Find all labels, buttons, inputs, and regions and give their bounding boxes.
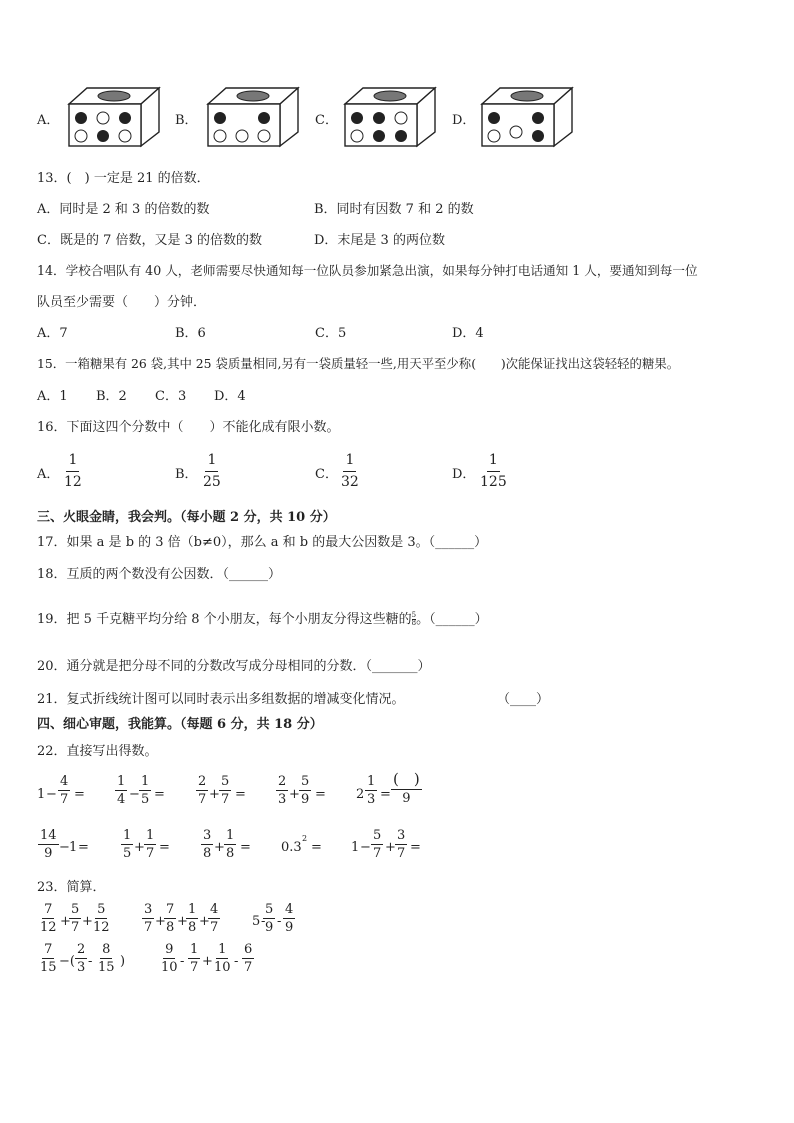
operator: - — [234, 954, 239, 969]
numerator: 4 — [210, 902, 219, 917]
q13-option-a: A．同时是 2 和 3 的倍数的数 — [37, 202, 210, 217]
equals: = — [380, 787, 391, 802]
q15-option-b: B．2 — [96, 389, 127, 404]
q21-text: 21．复式折线统计图可以同时表示出多组数据的增减变化情况。 — [37, 692, 405, 707]
numerator: 4 — [285, 902, 294, 917]
denominator: 7 — [397, 846, 406, 861]
denominator: 7 — [373, 846, 382, 861]
operator: + — [60, 914, 71, 929]
numerator: 2 — [77, 942, 86, 957]
denominator: 7 — [60, 792, 69, 807]
denominator: 15 — [98, 960, 115, 975]
denominator: 7 — [144, 920, 153, 935]
operator: + — [202, 954, 213, 969]
operator: − — [129, 787, 140, 802]
whole-number: 2 — [356, 787, 365, 802]
numerator: 5 — [265, 902, 274, 917]
operator: + — [134, 840, 145, 855]
numerator: 6 — [244, 942, 253, 957]
q16-fraction-c — [339, 453, 361, 489]
numerator: 3 — [144, 902, 153, 917]
fraction — [283, 903, 295, 934]
denominator: 12 — [93, 920, 110, 935]
section-3-heading: 三、火眼金睛，我会判。（每小题 2 分，共 10 分） — [37, 510, 336, 525]
equals: = — [235, 787, 246, 802]
operator: + — [82, 914, 93, 929]
operator: + — [199, 914, 210, 929]
decimal-base: 0.3 — [281, 840, 302, 855]
fraction — [395, 829, 407, 860]
numerator: 1 — [123, 828, 132, 843]
numerator: 2 — [198, 774, 207, 789]
q23-stem: 23．简算． — [37, 880, 106, 895]
numerator-blank[interactable]: ( ) — [393, 770, 420, 788]
equals: = — [410, 840, 421, 855]
denominator: 7 — [190, 960, 199, 975]
operator: + — [155, 914, 166, 929]
q21-answer-blank[interactable]: （____） — [497, 692, 550, 707]
fraction — [58, 775, 70, 806]
fraction — [159, 943, 180, 974]
q19-text — [37, 608, 488, 627]
denominator: 9 — [301, 792, 310, 807]
numerator: 5 — [373, 828, 382, 843]
fraction — [299, 775, 311, 806]
denominator: 25 — [203, 474, 221, 490]
fraction — [196, 775, 208, 806]
option-a-label: A． — [37, 113, 60, 128]
fraction — [276, 775, 288, 806]
q16-option-c-label: C． — [315, 467, 338, 482]
open-paren: −( — [59, 954, 75, 969]
numerator: 1 — [487, 453, 500, 472]
denominator: 10 — [214, 960, 231, 975]
denominator: 9 — [265, 920, 274, 935]
operator: - — [261, 914, 266, 929]
numerator: 1 — [66, 453, 79, 472]
numerator: 1 — [141, 774, 150, 789]
fraction — [263, 903, 275, 934]
fraction — [139, 775, 151, 806]
q16-option-b-label: B． — [175, 467, 198, 482]
numerator: 7 — [44, 942, 53, 957]
q19-text-before: 19．把 5 千克糖平均分给 8 个小朋友，每个小朋友分得这些糖的 — [37, 612, 412, 627]
fraction — [365, 775, 377, 806]
denominator: 7 — [244, 960, 253, 975]
q16-fraction-a — [62, 453, 84, 489]
q14-stem-line2: 队员至少需要（ ）分钟． — [37, 295, 207, 310]
fraction — [219, 775, 231, 806]
dice-box-a-image — [67, 86, 161, 148]
denominator: 7 — [221, 792, 230, 807]
fraction — [38, 903, 59, 934]
numerator: 14 — [40, 828, 57, 843]
numerator: 1 — [226, 828, 235, 843]
equals: = — [154, 787, 165, 802]
q14-option-c: C．5 — [315, 326, 347, 341]
q16-option-a-label: A． — [37, 467, 60, 482]
denominator: 7 — [210, 920, 219, 935]
operator: + — [177, 914, 188, 929]
denominator: 8 — [226, 846, 235, 861]
q16-stem: 16．下面这四个分数中（ ）不能化成有限小数。 — [37, 420, 340, 435]
numerator: 5 — [97, 902, 106, 917]
fraction — [75, 943, 87, 974]
operator: + — [385, 840, 396, 855]
numerator: 1 — [117, 774, 126, 789]
exponent: 2 — [302, 834, 308, 843]
denominator: 7 — [198, 792, 207, 807]
fraction — [115, 775, 127, 806]
q16-fraction-d — [478, 453, 509, 489]
fraction — [91, 903, 112, 934]
numerator: 1 — [218, 942, 227, 957]
operator: - — [88, 954, 93, 969]
fraction — [144, 829, 156, 860]
q13-option-d: D．末尾是 3 的两位数 — [314, 233, 445, 248]
denominator: 8 — [203, 846, 212, 861]
denominator: 3 — [278, 792, 287, 807]
numerator: 1 — [146, 828, 155, 843]
fraction — [224, 829, 236, 860]
denominator: 15 — [40, 960, 57, 975]
q14-option-b: B．6 — [175, 326, 206, 341]
q17-text: 17．如果 a 是 b 的 3 倍（b≠0），那么 a 和 b 的最大公因数是 3。（______） — [37, 535, 488, 550]
q13-option-b: B．同时有因数 7 和 2 的数 — [314, 202, 474, 217]
numerator: 5 — [301, 774, 310, 789]
denominator: 9 — [285, 920, 294, 935]
expr-1-op: − — [46, 787, 57, 802]
fraction — [212, 943, 233, 974]
fraction — [188, 943, 200, 974]
operator: - — [277, 914, 282, 929]
numerator: 3 — [203, 828, 212, 843]
dice-box-d-image — [480, 86, 574, 148]
fraction — [208, 903, 220, 934]
numerator: 1 — [205, 453, 218, 472]
denominator: 12 — [40, 920, 57, 935]
q15-option-a: A．1 — [37, 389, 68, 404]
equals: = — [159, 840, 170, 855]
operator: − — [59, 840, 70, 855]
denominator: 8 — [411, 619, 417, 627]
denominator: 8 — [166, 920, 175, 935]
q15-option-d: D．4 — [214, 389, 246, 404]
numerator: 4 — [60, 774, 69, 789]
equals: = — [78, 840, 89, 855]
numerator: 3 — [397, 828, 406, 843]
operator: + — [214, 840, 225, 855]
fraction — [186, 903, 198, 934]
denominator: 3 — [367, 792, 376, 807]
section-4-heading: 四、细心审题，我能算。（每题 6 分，共 18 分） — [37, 717, 323, 732]
option-d-label: D． — [452, 113, 476, 128]
numerator: 2 — [278, 774, 287, 789]
denominator: 10 — [161, 960, 178, 975]
fraction — [96, 943, 117, 974]
whole-number: 1 — [351, 840, 360, 855]
equals: = — [315, 787, 326, 802]
q19-text-after: 。（______） — [416, 612, 488, 627]
operator: - — [180, 954, 185, 969]
q14-stem-line1: 14．学校合唱队有 40 人，老师需要尽快通知每一位队员参加紧急出演，如果每分钟打电话通知 1 人，要通知到每一位 — [37, 263, 698, 278]
numerator: 1 — [343, 453, 356, 472]
numerator: 1 — [190, 942, 199, 957]
fraction — [142, 903, 154, 934]
numerator: 5 — [221, 774, 230, 789]
answer-fraction-blank[interactable] — [391, 772, 422, 805]
fraction — [371, 829, 383, 860]
operator: + — [209, 787, 220, 802]
q18-text: 18．互质的两个数没有公因数．（______） — [37, 567, 282, 582]
equals: = — [74, 787, 85, 802]
expr-1-whole: 1 — [37, 787, 46, 802]
q15-option-c: C．3 — [155, 389, 187, 404]
q16-option-d-label: D． — [452, 467, 476, 482]
numerator: 5 — [71, 902, 80, 917]
dice-box-b-image — [206, 86, 300, 148]
numerator: 8 — [102, 942, 111, 957]
fraction — [242, 943, 254, 974]
whole-number: 1 — [69, 840, 78, 855]
fraction — [121, 829, 133, 860]
numerator: 7 — [166, 902, 175, 917]
denominator: 3 — [77, 960, 86, 975]
denominator: 9 — [402, 791, 411, 806]
q15-stem: 15．一箱糖果有 26 袋,其中 25 袋质量相同,另有一袋质量轻一些,用天平至少称( )次能保证找出这袋轻轻的糖果。 — [37, 356, 680, 371]
fraction — [38, 829, 59, 860]
fraction — [38, 943, 59, 974]
denominator: 5 — [141, 792, 150, 807]
equals: = — [311, 840, 322, 855]
operator: + — [289, 787, 300, 802]
q16-fraction-b — [201, 453, 223, 489]
denominator: 7 — [146, 846, 155, 861]
denominator: 4 — [117, 792, 126, 807]
close-paren: ) — [120, 954, 126, 969]
numerator: 5 — [411, 611, 417, 619]
q20-text: 20．通分就是把分母不同的分数改写成分母相同的分数．（_______） — [37, 659, 431, 674]
numerator: 1 — [188, 902, 197, 917]
numerator: 1 — [367, 774, 376, 789]
q14-option-a: A．7 — [37, 326, 68, 341]
denominator: 125 — [480, 474, 507, 490]
whole-number: 5 — [252, 914, 261, 929]
denominator: 8 — [188, 920, 197, 935]
q13-stem: 13．( ) 一定是 21 的倍数． — [37, 171, 210, 186]
denominator: 12 — [64, 474, 82, 490]
numerator: 7 — [44, 902, 53, 917]
denominator: 32 — [341, 474, 359, 490]
dice-box-c-image — [343, 86, 437, 148]
q22-stem: 22．直接写出得数。 — [37, 744, 158, 759]
operator: − — [360, 840, 371, 855]
denominator: 9 — [44, 846, 53, 861]
numerator: 9 — [165, 942, 174, 957]
equals: = — [240, 840, 251, 855]
option-b-label: B． — [175, 113, 198, 128]
denominator: 5 — [123, 846, 132, 861]
denominator: 7 — [71, 920, 80, 935]
fraction — [201, 829, 213, 860]
fraction — [164, 903, 176, 934]
option-c-label: C． — [315, 113, 338, 128]
q14-option-d: D．4 — [452, 326, 484, 341]
fraction — [69, 903, 81, 934]
q13-option-c: C．既是的 7 倍数，又是 3 的倍数的数 — [37, 233, 263, 248]
